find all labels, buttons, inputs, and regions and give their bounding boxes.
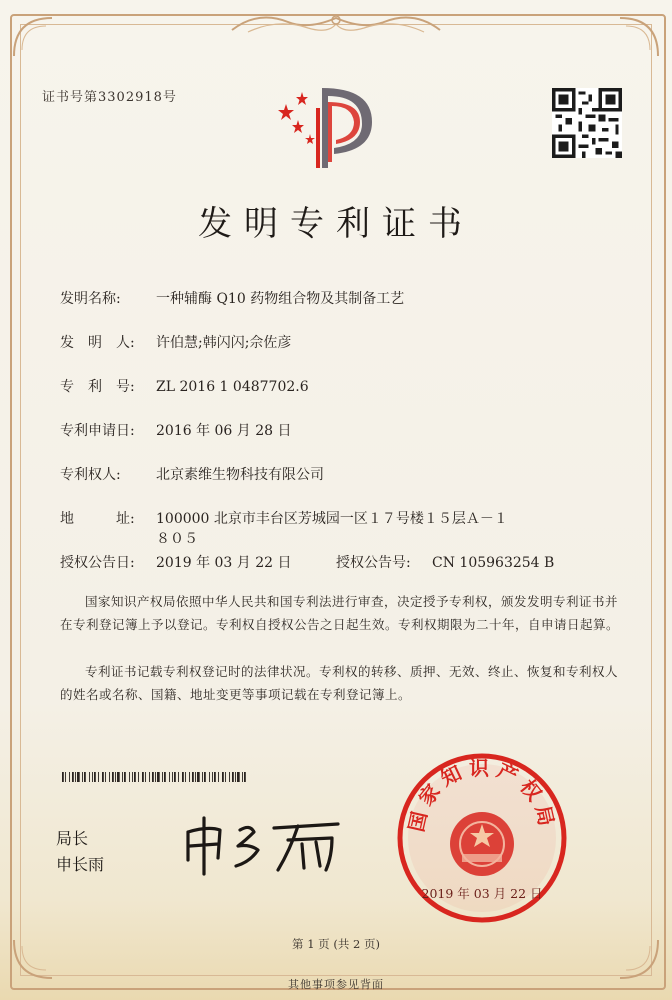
field-label: 授权公告日: <box>60 555 135 571</box>
field-address-line2: ８０５ <box>156 531 198 547</box>
handwritten-signature <box>178 810 348 880</box>
field-label: 专 利 号: <box>60 379 135 395</box>
field-label: 发明名称: <box>60 291 121 307</box>
field-patent-number <box>60 376 309 396</box>
corner-ornament <box>12 16 70 74</box>
field-label: 授权公告号: <box>336 555 411 571</box>
barcode-icon <box>62 772 250 782</box>
field-label: 专利申请日: <box>60 423 135 439</box>
field-value: 一种辅酶 Q10 药物组合物及其制备工艺 <box>156 291 405 307</box>
signatory-name: 申长雨 <box>56 855 105 874</box>
qr-code-icon <box>552 88 622 158</box>
body-paragraph: 专利证书记载专利权登记时的法律状况。专利权的转移、质押、无效、终止、恢复和专利权人的姓名或名称、国籍、地址变更等事项记载在专利登记簿上。 <box>60 664 619 702</box>
field-value: 2016 年 06 月 28 日 <box>156 423 292 439</box>
field-label: 地 址: <box>60 511 135 527</box>
svg-text:国家知识产权局: 国家知识产权局 <box>404 755 560 834</box>
field-value: 100000 北京市丰台区芳城园一区１７号楼１５层Ａ－１ <box>156 511 508 527</box>
field-address <box>60 508 508 528</box>
field-patentee <box>60 464 324 484</box>
field-grant-number <box>336 552 554 572</box>
seal-date: 2019 年 03 月 22 日 <box>421 886 543 901</box>
page-number: 第 1 页 (共 2 页) <box>292 937 380 951</box>
certificate-number: 证书号第3302918号 <box>42 90 177 105</box>
footer-note: 其他事项参见背面 <box>288 978 384 991</box>
field-value: 许伯慧;韩闪闪;佘佐彦 <box>156 335 292 351</box>
top-ornament <box>228 8 444 36</box>
signatory-title: 局长 <box>56 829 89 848</box>
certificate-title: 发明专利证书 <box>198 204 474 244</box>
field-value: 北京素维生物科技有限公司 <box>156 467 324 483</box>
body-paragraph: 国家知识产权局依照中华人民共和国专利法进行审查，决定授予专利权，颁发发明专利证书并在专利登记簿上予以登记。专利权自授权公告之日起生效。专利权期限为二十年，自申请日起算。 <box>60 594 620 632</box>
patent-office-logo-icon <box>272 78 390 170</box>
corner-ornament <box>602 16 660 74</box>
field-value: ZL 2016 1 0487702.6 <box>156 379 309 395</box>
field-label: 发 明 人: <box>60 335 135 351</box>
field-inventors <box>60 332 291 352</box>
field-grant-date <box>60 552 292 572</box>
field-label: 专利权人: <box>60 467 121 483</box>
field-value: CN 105963254 B <box>432 555 555 571</box>
field-invention-name <box>60 288 404 308</box>
field-value: 2019 年 03 月 22 日 <box>156 555 292 571</box>
field-application-date <box>60 420 292 440</box>
